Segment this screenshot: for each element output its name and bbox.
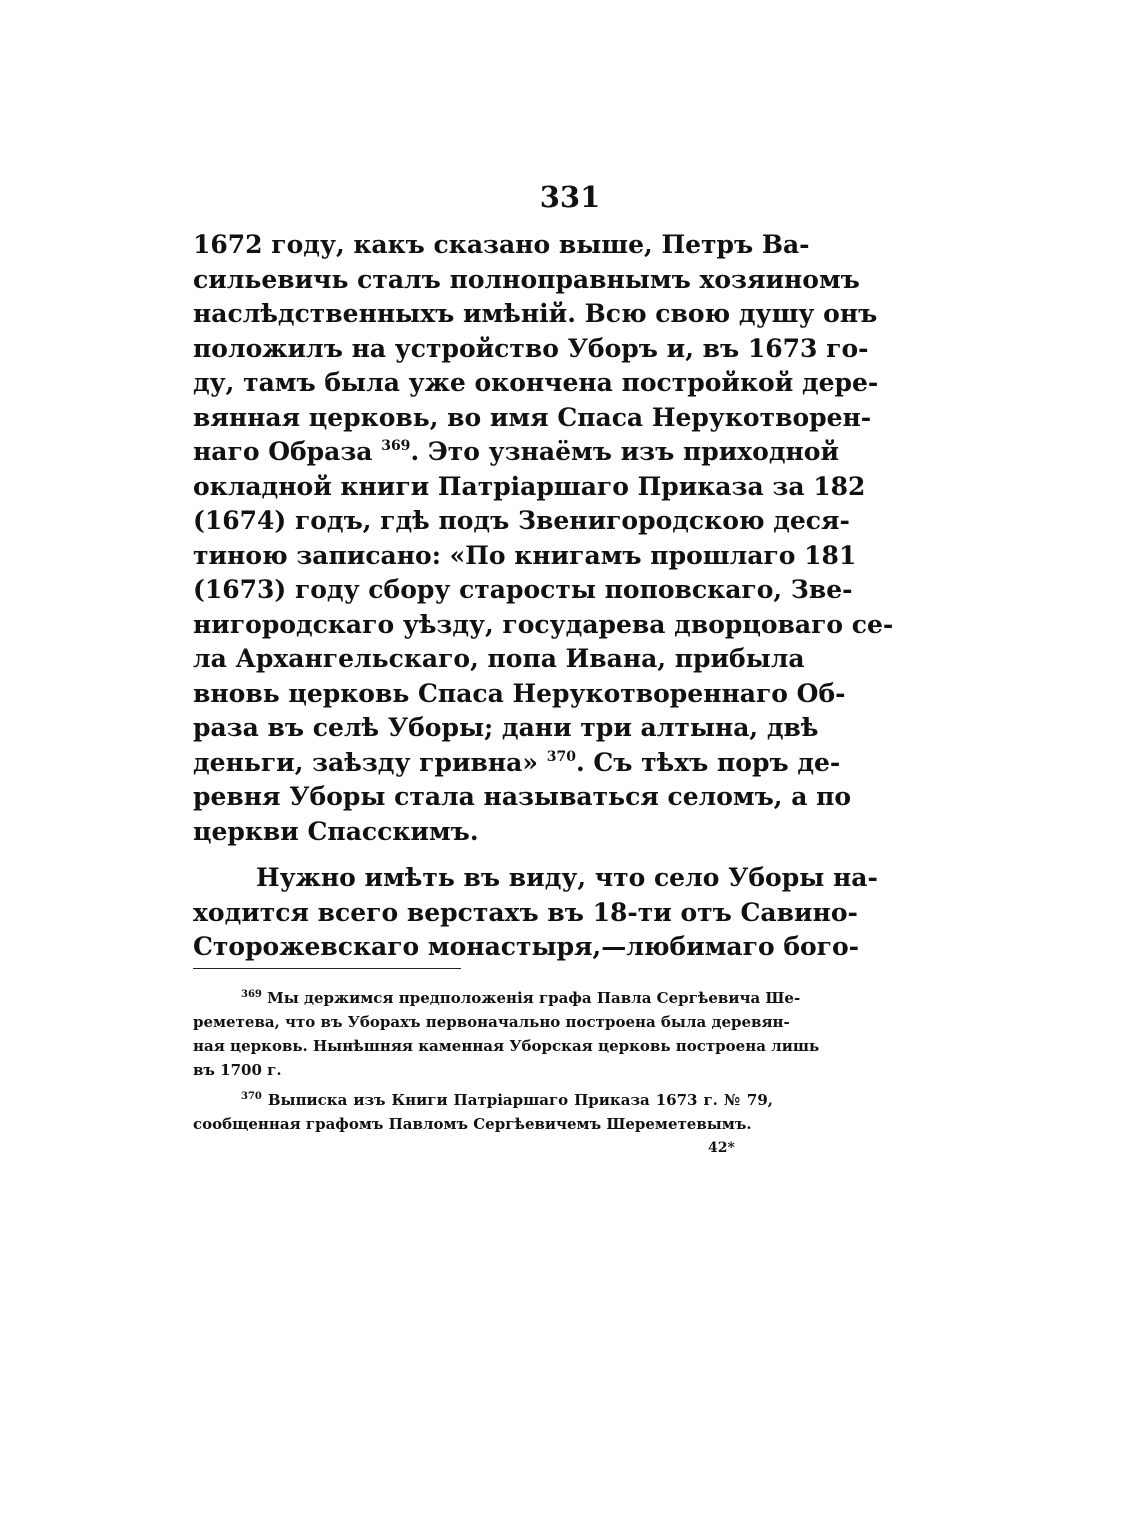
- text-line: наго Образа $^{369}$. Это узнаёмъ изъ приходной: [193, 437, 840, 466]
- text-fragment: наго Образа: [193, 437, 373, 466]
- text-line: сильевичь сталъ полноправнымъ хозяиномъ: [193, 264, 860, 294]
- printer-signature: 42*: [708, 1140, 735, 1156]
- footnote-line: реметева, что въ Уборахъ первоначально построена была деревян-: [193, 1013, 790, 1031]
- text-line: Нужно имѣть въ виду, что село Уборы на-: [256, 863, 878, 892]
- footnotes: [193, 986, 820, 1136]
- text-line: окладной книги Патріаршаго Приказа за 182: [193, 471, 866, 501]
- text-line: Сторожевскаго монастыря,—любимаго бого-: [193, 932, 860, 961]
- footnote-line: [193, 986, 801, 1010]
- text-fragment: Мы держимся предположенія графа Павла Сергѣевича Ше-: [267, 989, 801, 1007]
- text-line: раза въ селѣ Уборы; дани три алтына, двѣ: [193, 713, 819, 742]
- page-number: 331: [539, 180, 601, 214]
- footnote-separator: [193, 968, 461, 969]
- text-line: положилъ на устройство Уборъ и, въ 1673 го-: [193, 333, 869, 363]
- footnote-line: ная церковь. Нынѣшняя каменная Уборская церковь построена лишь: [193, 1037, 820, 1055]
- footnote-reference: 369: [381, 438, 411, 454]
- footnote-reference: 370: [546, 748, 576, 765]
- footnote-number: 369: [241, 989, 262, 1000]
- text-line: вновь церковь Спаса Нерукотвореннаго Об-: [193, 678, 846, 708]
- text-line: ревня Уборы стала называться селомъ, а по: [193, 782, 852, 811]
- footnote-line: сообщенная графомъ Павломъ Сергѣевичемъ Шереметевымъ.: [193, 1115, 752, 1133]
- text-line: тиною записано: «По книгамъ прошлаго 181: [193, 540, 857, 570]
- paragraph-gap: [193, 849, 773, 861]
- text-fragment: Это узнаёмъ изъ приходной: [427, 437, 840, 466]
- text-line: наслѣдственныхъ имѣній. Всю свою душу онъ: [193, 299, 878, 328]
- main-text: [193, 228, 894, 965]
- footnote-number: 370: [241, 1091, 262, 1102]
- text-line: 1672 году, какъ сказано выше, Петръ Ва-: [193, 230, 810, 259]
- text-line: ду, тамъ была уже окончена постройкой дере-: [193, 368, 879, 397]
- text-line: ходится всего верстахъ въ 18-ти отъ Савино-: [193, 897, 858, 927]
- text-fragment: Выписка изъ Книги Патріаршаго Приказа 1673 г. № 79,: [267, 1091, 773, 1109]
- footnote-line: [193, 1088, 773, 1112]
- text-line: (1673) году сбору старосты поповскаго, Зве-: [193, 575, 853, 604]
- text-line: ла Архангельскаго, попа Ивана, прибыла: [193, 644, 805, 673]
- text-line: нигородскаго уѣзду, государева дворцоваго се-: [193, 609, 894, 639]
- text-fragment: Съ тѣхъ поръ де-: [593, 747, 841, 777]
- text-fragment: деньги, заѣзду гривна»: [193, 747, 538, 777]
- text-line: (1674) годъ, гдѣ подъ Звенигородскою деся-: [193, 506, 850, 535]
- text-line: церкви Спасскимъ.: [193, 816, 479, 846]
- footnote-line: въ 1700 г.: [193, 1061, 282, 1079]
- text-line: вянная церковь, во имя Спаса Нерукотворен-: [193, 402, 872, 432]
- text-line: деньги, заѣзду гривна» $^{370}$. Съ тѣхъ поръ де-: [193, 747, 841, 777]
